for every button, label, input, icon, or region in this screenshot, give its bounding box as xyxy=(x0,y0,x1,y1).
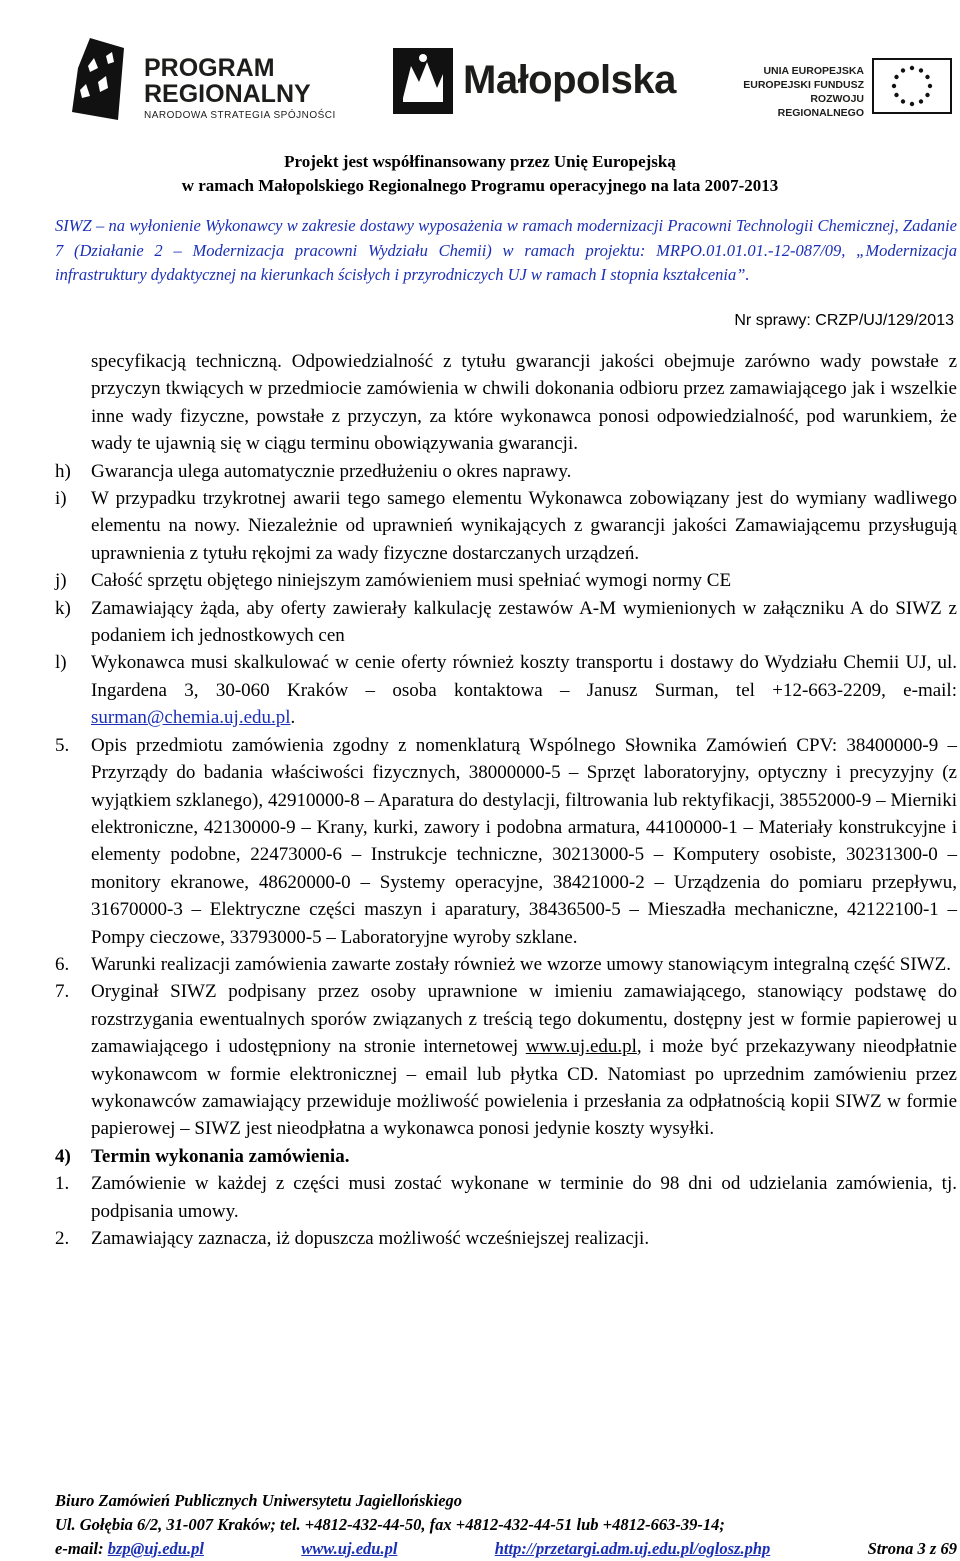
list-item-i xyxy=(55,485,957,567)
item-text: Całość sprzętu objętego niniejszym zamówieniem musi spełniać wymogi normy CE xyxy=(91,570,732,592)
item-text: Warunki realizacji zamówienia zawarte zostały również we wzorze umowy stanowiącym integralną część SIWZ. xyxy=(91,953,951,975)
footer-email-link[interactable]: bzp@uj.edu.pl xyxy=(107,1539,204,1558)
malopolska-text: Małopolska xyxy=(463,58,676,102)
list-item-k xyxy=(55,595,957,650)
item-label: 5. xyxy=(55,734,70,756)
program-regionalny-emblem-icon xyxy=(72,38,124,120)
case-number: Nr sprawy: CRZP/UJ/129/2013 xyxy=(734,312,954,329)
list-item-5 xyxy=(55,732,957,951)
item-text-b: , i może być przekazywany nieodpłatnie wykonawcom w formie elektronicznej – email lub płytka CD. Natomiast po uprzednim zamówieniu przez wykonawców zamawiający przewiduje możliwość powielenia i przesłania za odpłatnością kopii SIWZ w formie papierowej – SIWZ jest nieodpłatna a wykonawca ponosi jedynie koszty wysyłki. xyxy=(91,1036,957,1140)
footer-office: Biuro Zamówień Publicznych Uniwersytetu Jagiellońskiego xyxy=(55,1491,463,1510)
item-text: Wykonawca musi skalkulować w cenie oferty również koszty transportu i dostawy do Wydziału Chemii UJ, ul. Ingardena 3, 30-060 Kraków – osoba kontaktowa – Janusz Surman, tel +12-663-2209, e-mail: xyxy=(91,652,957,701)
project-line1: Projekt jest współfinansowany przez Unię Europejską xyxy=(284,152,676,171)
item-text-a: Oryginał SIWZ podpisany przez osoby uprawnione w imieniu zamawiającego, stanowiący podstawę do rozstrzygania ewentualnych sporów związanych z treścią tego dokumentu, dostępny jest w formie papierowej u zamawiającego i udostępniony na stronie internetowej xyxy=(91,981,957,1058)
siwz-header: SIWZ – na wyłonienie Wykonawcy w zakresie dostawy wyposażenia w ramach modernizacji Pracowni Technologii Chemicznej, Zadanie 7 (Działanie 2 – Modernizacja pracowni Wydziału Chemii) w ramach projektu: MRPO.01.01.01.-12-087/09, „Modernizacja infrastruktury dydaktycznej na kierunkach ścisłych i przyrodniczych UJ w ramach I stopnia kształcenia”. xyxy=(55,216,957,284)
program-text: PROGRAM xyxy=(144,54,275,82)
list-item-l xyxy=(55,649,957,731)
malopolska-emblem-icon xyxy=(393,48,453,114)
document-body xyxy=(55,348,957,1252)
item-text: Opis przedmiotu zamówienia zgodny z nomenklaturą Wspólnego Słownika Zamówień CPV: 38400000-9 – Przyrządy do badania właściwości fizycznych, 38000000-5 – Sprzęt laboratoryjny, optyczny i precyzyjny (z wyjątkiem szklanego), 42910000-8 – Aparatura do destylacji, filtrowania lub rektyfikacji, 38552000-9 – Mierniki elektroniczne, 42130000-9 – Krany, kurki, zawory i podobna armatura, 44100000-1 – Materiały konstrukcyjne i elementy podobne, 22473000-6 – Instrukcje techniczne, 30213000-5 – Komputery osobiste, 30231300-0 – monitory ekranowe, 48620000-0 – Systemy operacyjne, 38421000-2 – Urządzenia do pomiaru przepływu, 31670000-3 – Elektryczne części maszyn i aparatury, 38436500-5 – Mieszadła mechaniczne, 42122100-1 – Pompy cieczowe, 33793000-5 – Laboratoryjne wyroby szklane. xyxy=(91,734,957,948)
eu-line1: UNIA EUROPEJSKA xyxy=(763,65,864,77)
item-label: 1. xyxy=(55,1173,70,1195)
footer-www-link[interactable]: www.uj.edu.pl xyxy=(301,1539,398,1558)
list-item-s1 xyxy=(55,1170,957,1225)
list-item-j xyxy=(55,567,957,594)
list-item-h xyxy=(55,458,957,485)
item-text: W przypadku trzykrotnej awarii tego samego elementu Wykonawca zobowiązany jest do wymiany wadliwego elementu na nowy. Niezależnie od uprawnień wynikających z gwarancji jakości Zamawiającemu przysługują uprawnienia z tytułu rękojmi za wady fizyczne dostarczanych urządzeń. xyxy=(91,488,957,564)
item-label: l) xyxy=(55,652,67,674)
footer-address: Ul. Gołębia 6/2, 31-007 Kraków; tel. +4812-432-44-50, fax +4812-432-44-51 lub +4812-663-39-14; xyxy=(55,1515,725,1534)
item-label: j) xyxy=(55,570,67,592)
page-footer xyxy=(55,1489,957,1561)
footer-email-label: e-mail: xyxy=(55,1539,104,1558)
project-heading xyxy=(0,150,960,198)
item-label: h) xyxy=(55,460,71,482)
section-title: Termin wykonania zamówienia. xyxy=(91,1145,350,1167)
section-4-heading xyxy=(55,1143,957,1170)
list-item-6 xyxy=(55,951,957,978)
eu-line3: ROZWOJU REGIONALNEGO xyxy=(777,93,864,119)
section-label: 4) xyxy=(55,1145,71,1167)
item-label: k) xyxy=(55,597,71,619)
item-text: Gwarancja ulega automatycznie przedłużeniu o okres naprawy. xyxy=(91,460,572,482)
uj-website-link[interactable]: www.uj.edu.pl xyxy=(525,1036,637,1058)
item-text: Zamawiający żąda, aby oferty zawierały kalkulację zestawów A-M wymienionych w załączniku A do SIWZ z podaniem ich jednostkowych cen xyxy=(91,597,957,647)
program-regionalny-logo xyxy=(72,38,362,126)
item-label: 7. xyxy=(55,981,70,1003)
page-number: Strona 3 z 69 xyxy=(867,1539,957,1558)
eu-logo xyxy=(722,56,960,126)
project-line2: w ramach Małopolskiego Regionalnego Programu operacyjnego na lata 2007-2013 xyxy=(181,176,779,195)
eu-flag-icon xyxy=(872,58,952,114)
footer-contacts xyxy=(55,1537,957,1561)
footer-url-link[interactable]: http://przetargi.adm.uj.edu.pl/oglosz.php xyxy=(494,1539,771,1558)
item-text: Zamawiający zaznacza, iż dopuszcza możliwość wcześniejszej realizacji. xyxy=(91,1228,650,1249)
warranty-continuation: specyfikacją techniczną. Odpowiedzialność z tytułu gwarancji jakości obejmuje zarówno wady powstałe z przyczyn tkwiących w przedmiocie zamówienia w chwili dokonania odbioru przez zamawiającego jak i wszelkie inne wady fizyczne, powstałe z przyczyn, za które wykonawca ponosi odpowiedzialność, pod warunkiem, że wady te ujawnią się w ciągu terminu obowiązywania gwarancji. xyxy=(91,351,957,455)
item-text: Zamówienie w każdej z części musi zostać wykonane w terminie do 98 dni od udzielania zamówienia, tj. podpisania umowy. xyxy=(91,1173,957,1222)
eu-line2: EUROPEJSKI FUNDUSZ xyxy=(743,79,864,91)
item-label: i) xyxy=(55,488,67,510)
list-item-7 xyxy=(55,978,957,1142)
list-item-s2 xyxy=(55,1225,957,1252)
eu-text xyxy=(722,64,864,120)
regionalny-text: REGIONALNY xyxy=(144,80,311,108)
footer-email-group xyxy=(55,1537,204,1561)
contact-email-link[interactable]: surman@chemia.uj.edu.pl xyxy=(91,707,291,729)
logo-row xyxy=(0,34,960,134)
item-end: . xyxy=(290,707,296,729)
nss-text: NARODOWA STRATEGIA SPÓJNOŚCI xyxy=(144,110,336,121)
malopolska-logo xyxy=(393,48,693,118)
item-label: 6. xyxy=(55,953,70,975)
item-label: 2. xyxy=(55,1228,70,1249)
